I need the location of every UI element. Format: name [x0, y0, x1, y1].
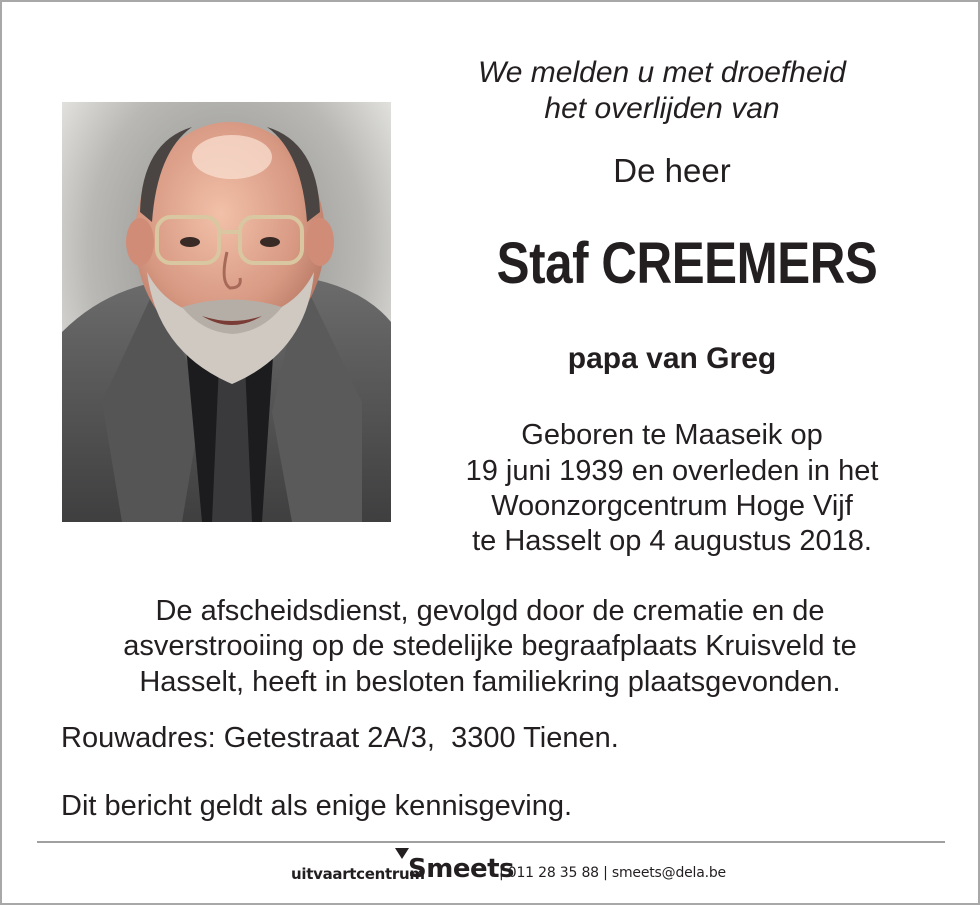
- birth-line-1: Geboren te Maaseik op: [521, 419, 823, 451]
- portrait-photo: [62, 102, 391, 522]
- brand-triangle-icon: [395, 848, 409, 859]
- intro-line-2: het overlijden van: [544, 92, 780, 125]
- intro-line-1: We melden u met droefheid: [478, 56, 846, 89]
- funeral-home-footer: [2, 848, 978, 888]
- relation-line: papa van Greg: [567, 342, 777, 375]
- footer-divider: [37, 841, 945, 843]
- footer-brand: Smeets: [408, 854, 514, 884]
- birth-line-3: Woonzorgcentrum Hoge Vijf: [491, 490, 853, 522]
- honorific-title: De heer: [613, 152, 731, 189]
- notice-text: Dit bericht geldt als enige kennisgeving.: [61, 790, 573, 822]
- service-line-2: asverstrooiing op de stedelijke begraafplaats Kruisveld te: [123, 630, 857, 662]
- mourning-address: Rouwadres: Getestraat 2A/3, 3300 Tienen.: [61, 722, 619, 754]
- footer-contact: | 011 28 35 88 | smeets@dela.be: [499, 865, 726, 881]
- service-line-1: De afscheidsdienst, gevolgd door de crematie en de: [155, 595, 825, 627]
- birth-line-2: 19 juni 1939 en overleden in het: [465, 455, 879, 487]
- deceased-name: Staf CREEMERS: [496, 231, 878, 296]
- birth-line-4: te Hasselt op 4 augustus 2018.: [472, 525, 872, 557]
- service-line-3: Hasselt, heeft in besloten familiekring plaatsgevonden.: [139, 666, 841, 698]
- footer-prefix: uitvaartcentrum: [291, 865, 425, 883]
